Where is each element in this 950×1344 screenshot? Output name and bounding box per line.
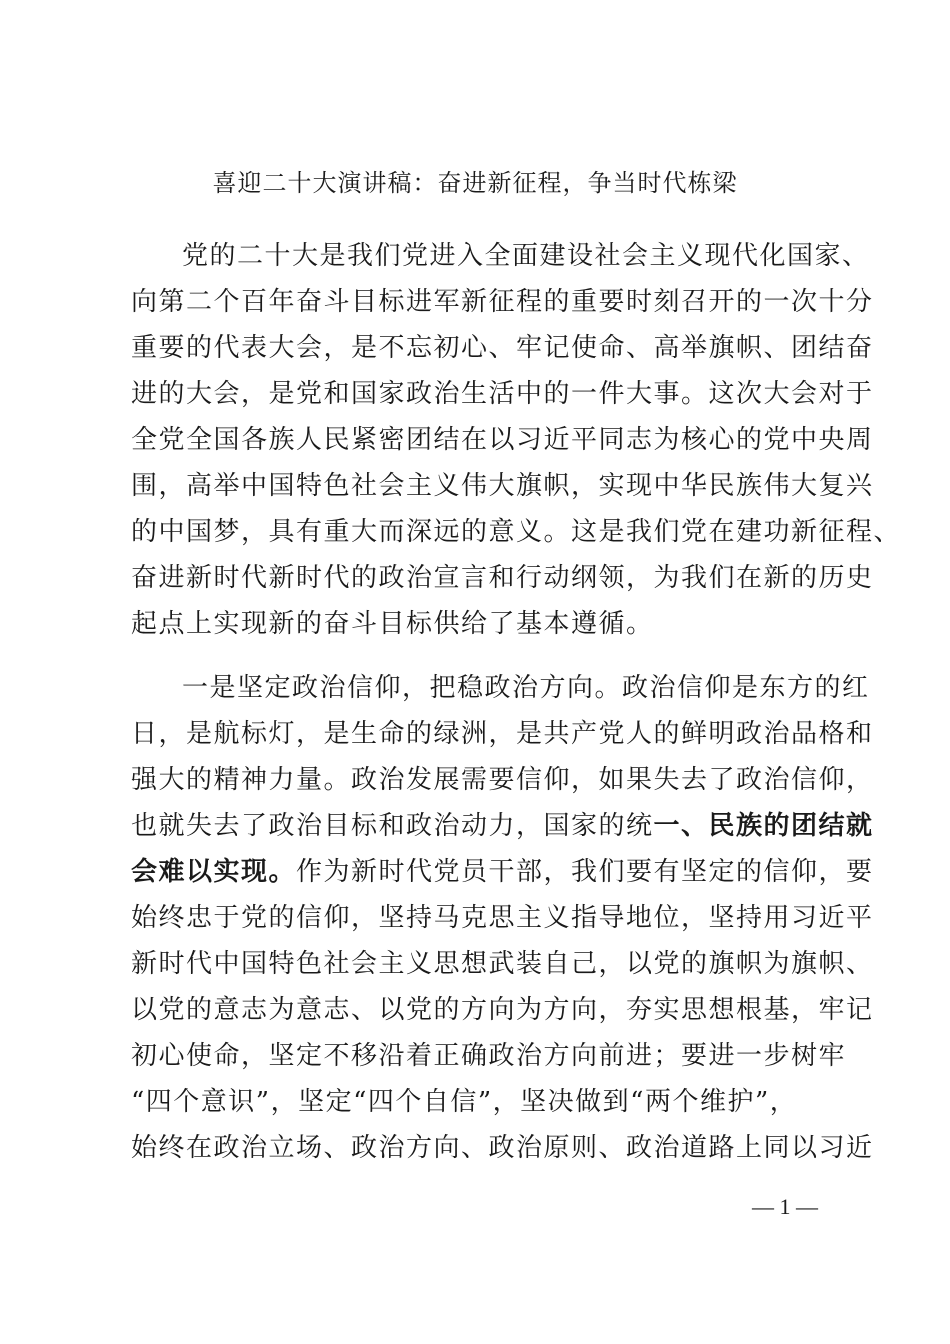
- paragraph-line: “四个意识”，坚定“四个自信”，坚决做到“两个维护”，: [131, 1087, 798, 1117]
- paragraph-line: 日，是航标灯，是生命的绿洲，是共产党人的鲜明政治品格和: [131, 719, 874, 749]
- document-title: 喜迎二十大演讲稿：奋进新征程，争当时代栋梁: [212, 169, 738, 197]
- bold-text: 会难以实现。: [131, 857, 297, 887]
- bold-text: 一、民族的团结就: [653, 811, 874, 841]
- paragraph-line: [131, 808, 874, 844]
- paragraph-line: 向第二个百年奋斗目标进军新征程的重要时刻召开的一次十分: [131, 287, 874, 317]
- paragraph-line: 初心使命，坚定不移沿着正确政治方向前进；要进一步树牢: [131, 1041, 847, 1071]
- paragraph-line: 奋进新时代新时代的政治宣言和行动纲领，为我们在新的历史: [131, 563, 874, 593]
- page-number: — 1 —: [752, 1194, 818, 1219]
- paragraph-line: 全党全国各族人民紧密团结在以习近平同志为核心的党中央周: [131, 425, 874, 455]
- paragraph-line: 进的大会，是党和国家政治生活中的一件大事。这次大会对于: [131, 379, 874, 409]
- paragraph-line: 围，高举中国特色社会主义伟大旗帜，实现中华民族伟大复兴: [131, 471, 874, 501]
- paragraph-line: 一是坚定政治信仰，把稳政治方向。政治信仰是东方的红: [182, 673, 870, 703]
- paragraph-line: 党的二十大是我们党进入全面建设社会主义现代化国家、: [182, 241, 870, 271]
- paragraph-line: 始终忠于党的信仰，坚持马克思主义指导地位，坚持用习近平: [131, 903, 874, 933]
- paragraph-line: [131, 854, 874, 890]
- paragraph-line: 以党的意志为意志、以党的方向为方向，夯实思想根基，牢记: [131, 995, 874, 1025]
- paragraph-line: 重要的代表大会，是不忘初心、牢记使命、高举旗帜、团结奋: [131, 333, 874, 363]
- paragraph-line: 始终在政治立场、政治方向、政治原则、政治道路上同以习近: [131, 1133, 874, 1163]
- paragraph-line: 新时代中国特色社会主义思想武装自己，以党的旗帜为旗帜、: [131, 949, 874, 979]
- paragraph-line: 强大的精神力量。政治发展需要信仰，如果失去了政治信仰，: [131, 765, 874, 795]
- paragraph-text: 也就失去了政治目标和政治动力，国家的统: [131, 811, 654, 841]
- paragraph-text: 作为新时代党员干部，我们要有坚定的信仰，要: [296, 857, 874, 887]
- paragraph-line: 起点上实现新的奋斗目标供给了基本遵循。: [131, 609, 654, 639]
- paragraph-line: 的中国梦，具有重大而深远的意义。这是我们党在建功新征程、: [131, 517, 902, 547]
